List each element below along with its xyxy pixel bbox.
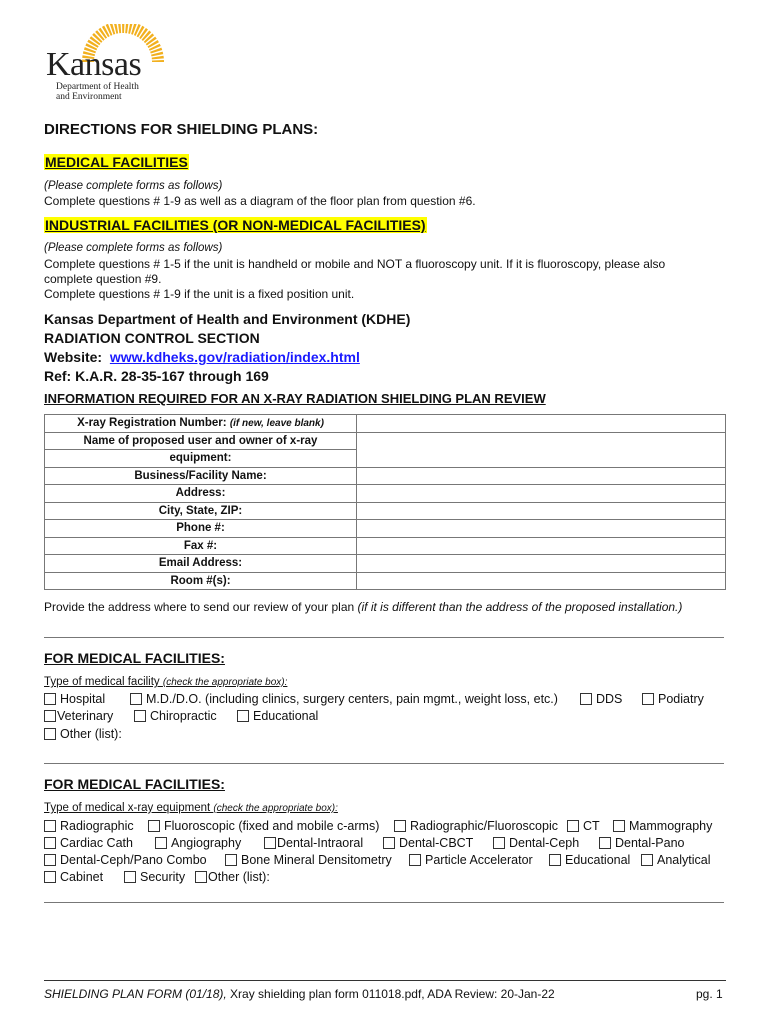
checkbox-security[interactable]: Security bbox=[124, 870, 185, 884]
industrial-heading: INDUSTRIAL FACILITIES (OR NON-MEDICAL FACILITIES) bbox=[45, 217, 426, 233]
checkbox-radiographic[interactable]: Radiographic bbox=[44, 819, 134, 833]
checkbox-icon[interactable] bbox=[44, 837, 56, 849]
phone-field[interactable] bbox=[357, 520, 726, 538]
room-field[interactable] bbox=[357, 572, 726, 590]
email-field[interactable] bbox=[357, 555, 726, 573]
fax-field[interactable] bbox=[357, 537, 726, 555]
checkbox-bone-densitometry[interactable]: Bone Mineral Densitometry bbox=[225, 853, 392, 867]
industrial-line2: complete question #9. bbox=[44, 272, 162, 286]
table-row bbox=[45, 555, 726, 573]
checkbox-icon[interactable] bbox=[225, 854, 237, 866]
row-label: Email Address: bbox=[45, 555, 357, 573]
info-title: INFORMATION REQUIRED FOR AN X-RAY RADIATION SHIELDING PLAN REVIEW bbox=[44, 391, 546, 406]
checkbox-icon[interactable] bbox=[613, 820, 625, 832]
logo-subtitle: Department of Health and Environment bbox=[56, 82, 139, 102]
checkbox-icon[interactable] bbox=[549, 854, 561, 866]
checkbox-icon[interactable] bbox=[599, 837, 611, 849]
industrial-line3: Complete questions # 1-9 if the unit is a fixed position unit. bbox=[44, 287, 355, 301]
checkbox-md-do[interactable]: M.D./D.O. (including clinics, surgery centers, pain mgmt., weight loss, etc.) bbox=[130, 692, 558, 706]
page-title: DIRECTIONS FOR SHIELDING PLANS: bbox=[44, 121, 319, 138]
checkbox-icon[interactable] bbox=[642, 693, 654, 705]
footer-divider bbox=[44, 980, 726, 981]
website-link[interactable]: www.kdheks.gov/radiation/index.html bbox=[109, 349, 360, 365]
industrial-line1: Complete questions # 1-5 if the unit is handheld or mobile and NOT a fluoroscopy unit. If it is fluoroscopy, please also bbox=[44, 257, 666, 271]
checkbox-hospital[interactable]: Hospital bbox=[44, 692, 105, 706]
facility-type-label: Type of medical facility (check the appropriate box): bbox=[44, 676, 288, 688]
equipment-type-heading: FOR MEDICAL FACILITIES: bbox=[44, 776, 225, 792]
kdhe-block bbox=[44, 310, 410, 386]
checkbox-educational[interactable]: Educational bbox=[237, 709, 318, 723]
facility-type-heading: FOR MEDICAL FACILITIES: bbox=[44, 650, 225, 666]
checkbox-particle-accelerator[interactable]: Particle Accelerator bbox=[409, 853, 533, 867]
checkbox-icon[interactable] bbox=[44, 820, 56, 832]
row-label: Fax #: bbox=[45, 537, 357, 555]
checkbox-analytical[interactable]: Analytical bbox=[641, 853, 711, 867]
medical-note: (Please complete forms as follows) bbox=[44, 180, 223, 192]
checkbox-other-equipment[interactable]: Other (list): bbox=[195, 870, 270, 884]
checkbox-icon[interactable] bbox=[44, 693, 56, 705]
medical-line1: Complete questions # 1-9 as well as a diagram of the floor plan from question #6. bbox=[44, 194, 476, 208]
checkbox-icon[interactable] bbox=[237, 710, 249, 722]
page-number: pg. 1 bbox=[696, 987, 723, 1001]
table-row bbox=[45, 572, 726, 590]
checkbox-dental-intraoral[interactable]: Dental-Intraoral bbox=[264, 836, 363, 850]
logo-word: Kansas bbox=[46, 46, 142, 83]
checkbox-dental-cbct[interactable]: Dental-CBCT bbox=[383, 836, 473, 850]
checkbox-icon[interactable] bbox=[394, 820, 406, 832]
checkbox-icon[interactable] bbox=[567, 820, 579, 832]
checkbox-veterinary[interactable]: Veterinary bbox=[44, 709, 113, 723]
checkbox-icon[interactable] bbox=[148, 820, 160, 832]
checkbox-cabinet[interactable]: Cabinet bbox=[44, 870, 103, 884]
owner-name-field[interactable] bbox=[357, 432, 726, 467]
kdhe-reference: Ref: K.A.R. 28-35-167 through 169 bbox=[44, 368, 269, 384]
checkbox-educational-equipment[interactable]: Educational bbox=[549, 853, 630, 867]
checkbox-angiography[interactable]: Angiography bbox=[155, 836, 241, 850]
table-row bbox=[45, 415, 726, 433]
industrial-note: (Please complete forms as follows) bbox=[44, 242, 223, 254]
checkbox-icon[interactable] bbox=[44, 728, 56, 740]
checkbox-cardiac-cath[interactable]: Cardiac Cath bbox=[44, 836, 133, 850]
checkbox-icon[interactable] bbox=[409, 854, 421, 866]
checkbox-dental-ceph[interactable]: Dental-Ceph bbox=[493, 836, 579, 850]
table-row bbox=[45, 537, 726, 555]
table-row bbox=[45, 520, 726, 538]
other-facility-line[interactable] bbox=[44, 763, 724, 764]
checkbox-ct[interactable]: CT bbox=[567, 819, 600, 833]
checkbox-fluoroscopic[interactable]: Fluoroscopic (fixed and mobile c-arms) bbox=[148, 819, 379, 833]
kdhe-name: Kansas Department of Health and Environment (KDHE) bbox=[44, 311, 411, 327]
kdhe-website: Website: www.kdheks.gov/radiation/index.html bbox=[44, 349, 360, 365]
checkbox-icon[interactable] bbox=[383, 837, 395, 849]
row-label: equipment: bbox=[45, 450, 357, 468]
table-row bbox=[45, 502, 726, 520]
kdhe-logo bbox=[46, 24, 156, 104]
table-row bbox=[45, 485, 726, 503]
table-row bbox=[45, 432, 726, 450]
table-row bbox=[45, 467, 726, 485]
row-label: Name of proposed user and owner of x-ray bbox=[45, 432, 357, 450]
checkbox-chiropractic[interactable]: Chiropractic bbox=[134, 709, 217, 723]
kdhe-section: RADIATION CONTROL SECTION bbox=[44, 330, 260, 346]
row-label: Room #(s): bbox=[45, 572, 357, 590]
registration-number-field[interactable] bbox=[357, 415, 726, 433]
checkbox-podiatry[interactable]: Podiatry bbox=[642, 692, 704, 706]
checkbox-icon[interactable] bbox=[124, 871, 136, 883]
checkbox-dental-ceph-pano[interactable]: Dental-Ceph/Pano Combo bbox=[44, 853, 207, 867]
address-field[interactable] bbox=[357, 485, 726, 503]
checkbox-icon[interactable] bbox=[155, 837, 167, 849]
checkbox-dental-pano[interactable]: Dental-Pano bbox=[599, 836, 685, 850]
checkbox-icon[interactable] bbox=[264, 837, 276, 849]
row-label: City, State, ZIP: bbox=[45, 502, 357, 520]
checkbox-icon[interactable] bbox=[44, 854, 56, 866]
city-state-zip-field[interactable] bbox=[357, 502, 726, 520]
checkbox-dds[interactable]: DDS bbox=[580, 692, 622, 706]
equipment-type-label: Type of medical x-ray equipment (check the appropriate box): bbox=[44, 802, 338, 814]
row-label: Business/Facility Name: bbox=[45, 467, 357, 485]
row-label: Address: bbox=[45, 485, 357, 503]
other-equipment-line[interactable] bbox=[44, 902, 724, 903]
info-table bbox=[44, 414, 726, 590]
checkbox-icon[interactable] bbox=[130, 693, 142, 705]
checkbox-icon[interactable] bbox=[134, 710, 146, 722]
checkbox-radiographic-fluoroscopic[interactable]: Radiographic/Fluoroscopic bbox=[394, 819, 558, 833]
medical-heading: MEDICAL FACILITIES bbox=[45, 154, 188, 170]
checkbox-icon[interactable] bbox=[195, 871, 207, 883]
checkbox-icon[interactable] bbox=[44, 710, 56, 722]
row-label: Phone #: bbox=[45, 520, 357, 538]
checkbox-icon[interactable] bbox=[641, 854, 653, 866]
checkbox-other-facility[interactable]: Other (list): bbox=[44, 727, 122, 741]
checkbox-icon[interactable] bbox=[580, 693, 592, 705]
review-address-line[interactable] bbox=[44, 637, 724, 638]
checkbox-icon[interactable] bbox=[44, 871, 56, 883]
facility-name-field[interactable] bbox=[357, 467, 726, 485]
row-label: X-ray Registration Number: (if new, leave blank) bbox=[45, 415, 357, 433]
review-address-prompt: Provide the address where to send our review of your plan (if it is different than the address of the proposed installation.) bbox=[44, 600, 683, 614]
checkbox-icon[interactable] bbox=[493, 837, 505, 849]
footer-form-info: SHIELDING PLAN FORM (01/18), Xray shielding plan form 011018.pdf, ADA Review: 20-Jan-22 bbox=[44, 987, 555, 1001]
checkbox-mammography[interactable]: Mammography bbox=[613, 819, 712, 833]
